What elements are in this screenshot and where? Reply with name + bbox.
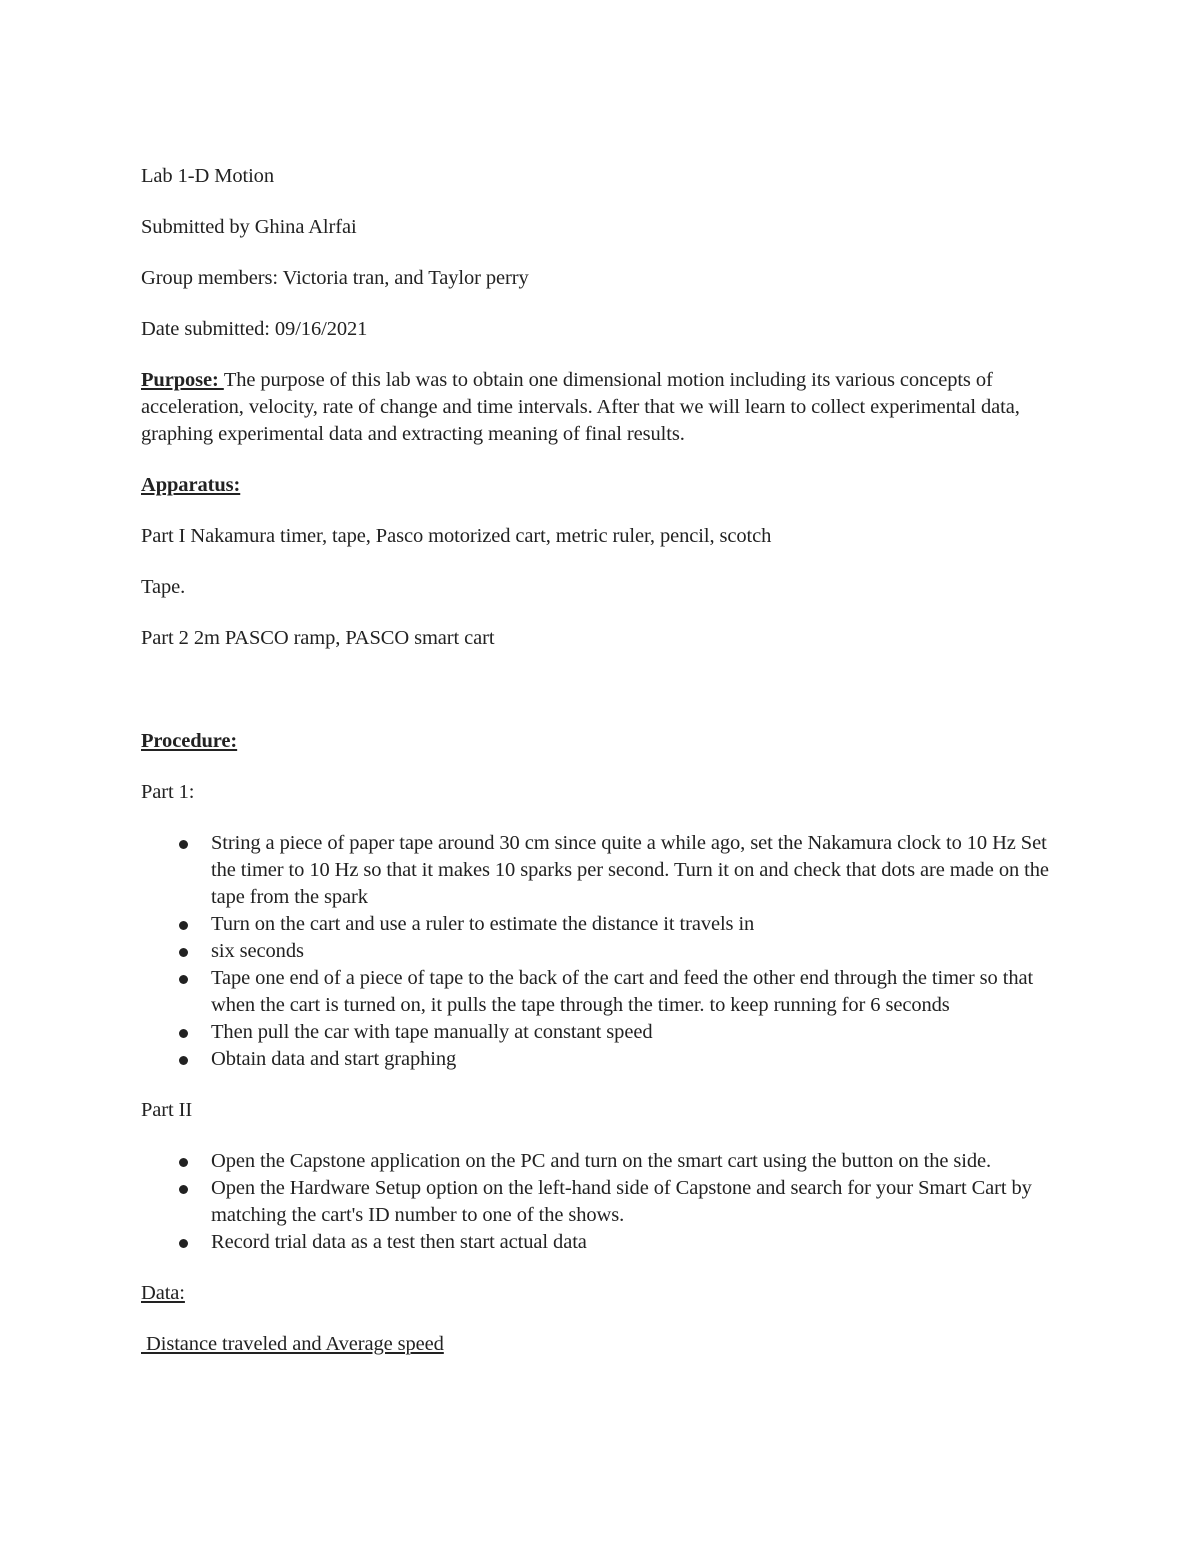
list-item-text: Tape one end of a piece of tape to the back of the cart and feed the other end through the timer so that when the cart is turned on, it pulls the tape through the timer. to keep running for 6 seconds <box>211 967 1034 1016</box>
bullet-icon <box>179 975 188 984</box>
list-item <box>141 965 1061 1019</box>
submitted-by: Submitted by Ghina Alrfai <box>141 216 357 238</box>
procedure-part1-label: Part 1: <box>141 781 195 803</box>
list-item-text: Then pull the car with tape manually at constant speed <box>211 1021 653 1043</box>
procedure-part1-list <box>141 830 1061 1073</box>
list-item <box>141 938 1061 965</box>
list-item <box>141 830 1061 911</box>
procedure-part2-label: Part II <box>141 1099 193 1121</box>
bullet-icon <box>179 1029 188 1038</box>
apparatus-part1: Part I Nakamura timer, tape, Pasco motorized cart, metric ruler, pencil, scotch <box>141 525 772 547</box>
list-item <box>141 1229 1061 1256</box>
bullet-icon <box>179 921 188 930</box>
list-item-text: Open the Capstone application on the PC and turn on the smart cart using the button on the side. <box>211 1150 992 1172</box>
list-item-text: String a piece of paper tape around 30 cm since quite a while ago, set the Nakamura clock to 10 Hz Set the timer to 10 Hz so that it makes 10 sparks per second. Turn it on and check that dots are made on the tape from the spark <box>211 832 1049 908</box>
data-subheading <box>141 1331 1061 1358</box>
purpose-label: Purpose: <box>141 369 224 391</box>
data-subheading-text: Distance traveled and Average speed <box>141 1333 444 1355</box>
list-item-text: Record trial data as a test then start actual data <box>211 1231 587 1253</box>
bullet-icon <box>179 1239 188 1248</box>
document-body <box>141 163 1061 1382</box>
list-item-text: Obtain data and start graphing <box>211 1048 457 1070</box>
bullet-icon <box>179 948 188 957</box>
list-item-text: six seconds <box>211 940 304 962</box>
list-item <box>141 911 1061 938</box>
procedure-heading <box>141 728 1061 755</box>
document-title: Lab 1-D Motion <box>141 165 274 187</box>
purpose-paragraph <box>141 367 1061 448</box>
data-heading <box>141 1280 1061 1307</box>
procedure-label: Procedure: <box>141 730 238 752</box>
list-item <box>141 1019 1061 1046</box>
list-item <box>141 1046 1061 1073</box>
bullet-icon <box>179 1185 188 1194</box>
list-item <box>141 1175 1061 1229</box>
purpose-text: The purpose of this lab was to obtain one dimensional motion including its various concepts of acceleration, velocity, rate of change and time intervals. After that we will learn to collect experimental data, graphing experimental data and extracting meaning of final results. <box>141 369 1020 445</box>
procedure-part2-list <box>141 1148 1061 1256</box>
group-members: Group members: Victoria tran, and Taylor perry <box>141 267 529 289</box>
bullet-icon <box>179 1158 188 1167</box>
list-item-text: Open the Hardware Setup option on the left-hand side of Capstone and search for your Smart Cart by matching the cart's ID number to one of the shows. <box>211 1177 1032 1226</box>
apparatus-part2: Part 2 2m PASCO ramp, PASCO smart cart <box>141 627 495 649</box>
list-item <box>141 1148 1061 1175</box>
apparatus-label: Apparatus: <box>141 474 241 496</box>
apparatus-part1-continued: Tape. <box>141 576 186 598</box>
list-item-text: Turn on the cart and use a ruler to estimate the distance it travels in <box>211 913 755 935</box>
bullet-icon <box>179 840 188 849</box>
apparatus-heading <box>141 472 1061 499</box>
data-label: Data: <box>141 1282 185 1304</box>
bullet-icon <box>179 1056 188 1065</box>
date-submitted: Date submitted: 09/16/2021 <box>141 318 368 340</box>
